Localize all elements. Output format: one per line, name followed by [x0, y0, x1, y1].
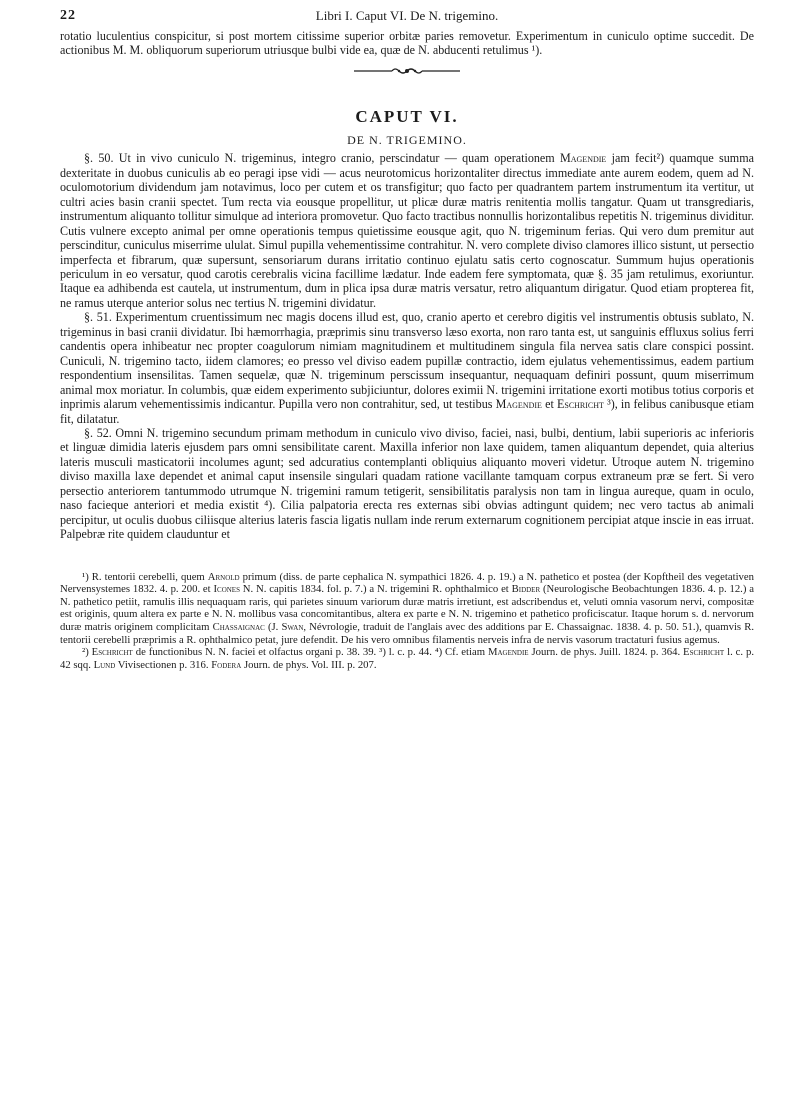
page-header — [60, 8, 754, 28]
footnote-1: ¹) R. tentorii cerebelli, quem Arnold primum (diss. de parte cephalica N. sympathici 1826. 4. p. 19.) a N. pathetico et postea (der Kopftheil des vegetativen Nervensystemes 1832. 4. p. 200. et Icones N. N. capitis 1834. fol. p. 7.) a N. trigemini R. ophthalmico et Bidder (Neurologische Beobachtungen 1836. 4. p. 12.) a N. pathetico petiit, ramulis illis nequaquam raris, qui parietes sinuum variorum duræ matris irretiunt, est adscribendus et, veluti omnia vasorum nervi, compositæ est originis, quum altera ex parte e N. N. mollibus vasa concomitantibus, altera ex parte e N. N. trigemino et pathetico proficiscatur. Itaque horum s. d. nervorum duræ matris originem complicitam Chassaignac (J. Swan, Névrologie, traduit de l'anglais avec des additions par E. Chassaignac. 1838. 4. p. 50. 51.), quamvis R. tentorii cerebelli præprimis a R. ophthalmico petat, jure defendit. De his vero omnibus filamentis nerveis infra de nervis vasorum tractaturi fusius agemus. — [60, 570, 754, 646]
footnote-2: ²) Eschricht de functionibus N. N. faciei et olfactus organi p. 38. 39. ³) l. c. p. 44. ⁴) Cf. etiam Magendie Journ. de phys. Juill. 1824. p. 364. Eschricht l. c. p. 42 sqq. Lund Vivisectionen p. 316. Fodera Journ. de phys. Vol. III. p. 207. — [60, 646, 754, 671]
footnotes — [60, 571, 754, 672]
section-52-paragraph: §. 52. Omni N. trigemino secundum primam methodum in cuniculo vivo diviso, faciei, nasi, bulbi, dentium, labii superioris ac inferioris et linguæ dimidia lateris ejusdem pars omni sensibilitate carent. Maxilla inferior non laxe quidem, tamen aliquantum dependet, quia alterius lateris musculi masticatorii incolumes agunt; sed adcuratius contemplanti obliquius aliquanto moveri videtur. Utroque autem N. trigemino diviso maxilla laxe dependet et animal caput insensile singulari quadam ratione vacillante tamquam corpus extraneum præ se fert. Si vero persectio anteriorem tantummodo utrumque N. trigemini ramum tetigerit, sensibilitatis paralysis non tam in lingua aureque, quam in oculo, naso facieque anteriori et media existit ⁴). Cilia palpatoria erecta res externas sibi obvias adtingunt quidem; nec vero tactus ab animali percipitur, ut oculis duobus ciliisque alterius lateris fascia ligatis nullam inde rerum externarum cognitionem percipiat atque inscie in eas irruat. Palpebræ rite quidem clauduntur et — [60, 425, 754, 542]
page-number: 22 — [60, 8, 76, 23]
author-name: Eschricht — [556, 397, 604, 412]
ornament-divider-icon — [60, 65, 754, 77]
author-name: Magendie — [560, 151, 607, 166]
footnote-separator — [60, 542, 754, 571]
chapter-subtitle: DE N. TRIGEMINO. — [347, 132, 467, 147]
author-name: Magendie — [495, 397, 542, 412]
section-51-paragraph: §. 51. Experimentum cruentissimum nec magis docens illud est, quo, cranio aperto et cerebro digitis vel instrumentis obtusis sublato, N. trigeminus in basi cranii dividatur. Ibi hæmorrhagia, præprimis sinu transverso læso exorta, non raro tanta est, ut sanguinis effluxus solius ferri candentis opera inhibeatur nec propter coagulorum nimiam magnitudinem et multitudinem singula fila nervea satis clare conspici possint. Cuniculi, N. trigemino tacto, iidem clamores; eo presso vel diviso eadem pupillæ contractio, idem ejulatus vehementissimus, eadem partium respondentium insensilitas. Tamen sequelæ, quæ N. trigeminum perscissum insequantur, nequaquam definiri possunt, quum miserrimum animal mox moriatur. In columbis, quæ eidem experimento subjiciuntur, dolores eximii N. trigemini irritatione exorti motibus totius corporis et inprimis alarum vehementissimis indicantur. Pupilla vero non contrahitur, sed, ut testibus Magendie et Eschricht ³), in felibus canibusque etiam fit, dilatatur. — [60, 310, 754, 426]
running-head: Libri I. Caput VI. De N. trigemino. — [315, 8, 499, 23]
page-body — [60, 29, 754, 671]
section-50-paragraph: §. 50. Ut in vivo cuniculo N. trigeminus, integro cranio, perscindatur — quam operationem Magendie jam fecit²) quamque summa dexteritate in duobus cuniculis ab eo peragi ipse vidi — acus neurotomicus horizontaliter directus immediate ante aurem eodem, quem ad N. oculomotorium dividendum jam notavimus, loco per cutem et os transfigitur; quo facto per quadrantem partem instrumentum ita vertitur, ut cultri acies basin cranii spectet. Tum recta via eousque propellitur, ut plicæ duræ matris renitentia mollis tangatur. Quam ut transgrediaris, instrumentum aliquanto tollitur simulque ad interiora promovetur. Quo facto tractibus nonnullis horizontalibus repetitis N. trigeminus dividitur. Cutis vulnere excepto animal per omne operationis tempus quietissime eousque agit, quo N. trigeminum ferias. Qui vero dum premitur aut perscinditur, cuniculus miserrime ululat. Simul pupilla vehementissime contrahitur. N. vero complete diviso clamores illico sistunt, ut persectio imperfecta et fibrarum, quæ supersunt, sensoriarum durans irritatio continuo ejulatu satis certo cognoscatur. Summum hujus operationis periculum in eo versatur, quod carotis cerebralis vicina facillime lædatur. Inde eadem fere symptomata, quæ §. 35 jam retulimus, exoriuntur. Itaque ea adhibenda est cautela, ut instrumentum, dum in plica ipsa duræ matris versatur, retro aliquantum dirigatur. Quod etiam propterea fit, ne ramus uterque anterior solus nec tertius N. trigemini dividatur. — [60, 151, 754, 310]
chapter-title: CAPUT VI. — [355, 106, 459, 126]
intro-paragraph: rotatio luculentius conspicitur, si post mortem citissime superior orbitæ paries removetur. Experimentum in cuniculo optime succedit. De actionibus M. M. obliquorum superiorum utriusque bulbi vide ea, quæ de N. abducenti retulimus ¹). — [60, 29, 754, 58]
